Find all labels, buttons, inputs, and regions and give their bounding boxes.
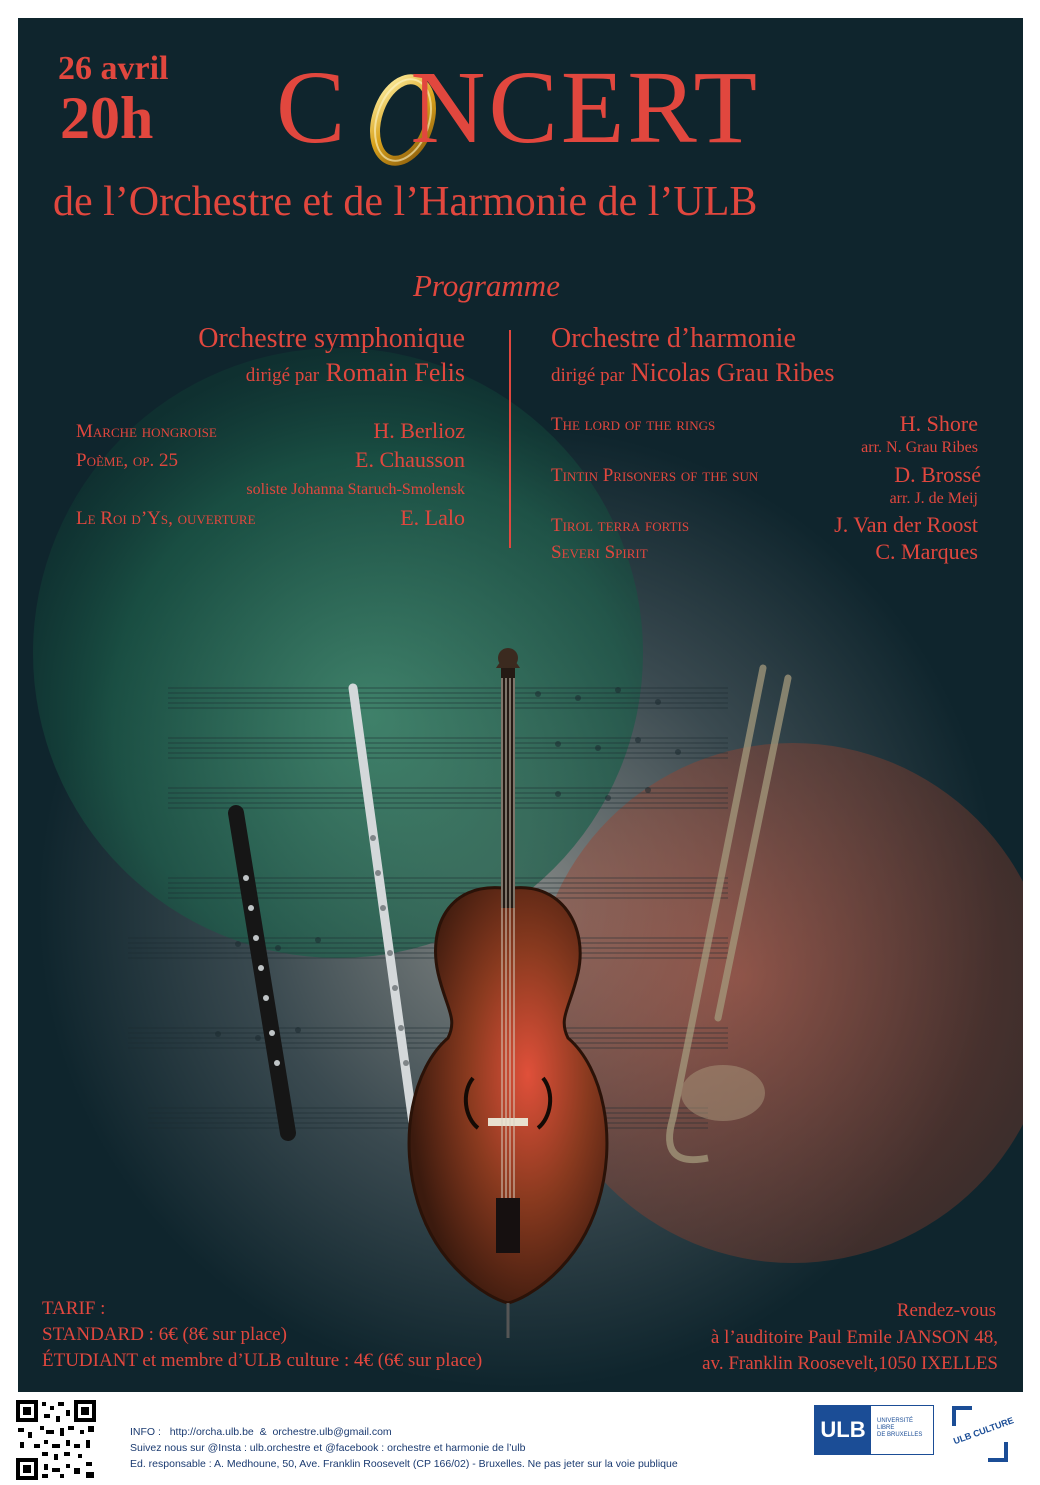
harmony-piece-composer: H. Shore bbox=[899, 411, 978, 436]
harmony-piece-title: Tintin Prisoners of the sun bbox=[551, 465, 759, 486]
harmony-piece-arranger: arr. N. Grau Ribes bbox=[861, 439, 978, 456]
tarif-standard: STANDARD : 6€ (8€ sur place) bbox=[42, 1324, 287, 1345]
ulb-logo-mark: ULB bbox=[815, 1406, 871, 1454]
qr-code-icon[interactable] bbox=[16, 1400, 96, 1480]
tarif-heading: TARIF : bbox=[42, 1298, 106, 1319]
publisher-line: Ed. responsable : A. Medhoune, 50, Ave. Franklin Roosevelt (CP 166/02) - Bruxelles. Ne pas jeter sur la voie publique bbox=[130, 1458, 678, 1470]
poster bbox=[18, 18, 1023, 1392]
ulb-logo bbox=[814, 1405, 934, 1455]
symphonic-conductor-prefix: dirigé par bbox=[245, 365, 320, 386]
harmony-piece-composer: D. Brossé bbox=[894, 462, 981, 487]
harmony-piece-title: Severi Spirit bbox=[551, 542, 648, 563]
culture-logo-text: ULB CULTURE bbox=[951, 1415, 1015, 1447]
venue-heading: Rendez-vous bbox=[896, 1300, 996, 1321]
symphonic-piece-composer: H. Berlioz bbox=[373, 418, 465, 443]
harmony-conductor bbox=[551, 358, 834, 388]
ulb-logo-sub-3: DE BRUXELLES bbox=[877, 1432, 923, 1438]
concert-subtitle: de l’Orchestre et de l’Harmonie de l’ULB bbox=[53, 179, 758, 225]
info-website-link[interactable]: http://orcha.ulb.be bbox=[169, 1426, 254, 1438]
symphonic-piece-title: Le Roi d’Ys, ouverture bbox=[76, 508, 256, 529]
info-email-link[interactable]: orchestre.ulb@gmail.com bbox=[272, 1426, 392, 1438]
info-line bbox=[130, 1426, 392, 1438]
symphonic-piece-soloist: soliste Johanna Staruch-Smolensk bbox=[246, 481, 465, 498]
symphonic-conductor-name: Romain Felis bbox=[325, 358, 465, 387]
ulb-culture-logo bbox=[951, 1406, 1015, 1462]
concert-time: 20h bbox=[60, 85, 154, 151]
harmony-piece-composer: C. Marques bbox=[875, 539, 978, 564]
harmony-conductor-prefix: dirigé par bbox=[551, 365, 625, 386]
concert-title bbox=[276, 50, 761, 165]
harmony-piece-composer: J. Van der Roost bbox=[834, 512, 978, 537]
venue-line-1: à l’auditoire Paul Emile JANSON 48, bbox=[710, 1327, 998, 1348]
symphonic-piece-title: Poème, op. 25 bbox=[76, 450, 179, 471]
symphonic-orchestra-name: Orchestre symphonique bbox=[198, 323, 465, 354]
footer bbox=[0, 1392, 1040, 1485]
symphonic-piece-composer: E. Lalo bbox=[400, 505, 465, 530]
symphonic-conductor bbox=[246, 358, 465, 388]
ulb-logo-sub-2: LIBRE bbox=[877, 1425, 895, 1431]
title-ring-letter bbox=[348, 56, 410, 160]
info-separator: & bbox=[259, 1426, 267, 1438]
symphonic-piece-title: Marche hongroise bbox=[76, 421, 217, 442]
info-label: INFO : bbox=[130, 1426, 161, 1438]
venue-line-2: av. Franklin Roosevelt,1050 IXELLES bbox=[702, 1353, 998, 1374]
harmony-orchestra-name: Orchestre d’harmonie bbox=[551, 323, 796, 354]
harmony-conductor-name: Nicolas Grau Ribes bbox=[630, 358, 835, 387]
tarif-student: ÉTUDIANT et membre d’ULB culture : 4€ (6€ sur place) bbox=[42, 1350, 483, 1371]
social-line: Suivez nous sur @Insta : ulb.orchestre et @facebook : orchestre et harmonie de l’ulb bbox=[130, 1442, 526, 1454]
ulb-logo-sub-1: UNIVERSITÉ bbox=[877, 1418, 914, 1424]
harmony-piece-arranger: arr. J. de Meij bbox=[889, 490, 978, 507]
harmony-piece-title: Tirol terra fortis bbox=[551, 515, 690, 536]
title-letter-c: C bbox=[276, 50, 349, 165]
concert-date: 26 avril bbox=[58, 50, 169, 87]
title-rest: NCERT bbox=[410, 50, 761, 165]
programme-heading: Programme bbox=[413, 268, 560, 303]
harmony-piece-title: The lord of the rings bbox=[551, 414, 716, 435]
symphonic-piece-composer: E. Chausson bbox=[355, 447, 465, 472]
